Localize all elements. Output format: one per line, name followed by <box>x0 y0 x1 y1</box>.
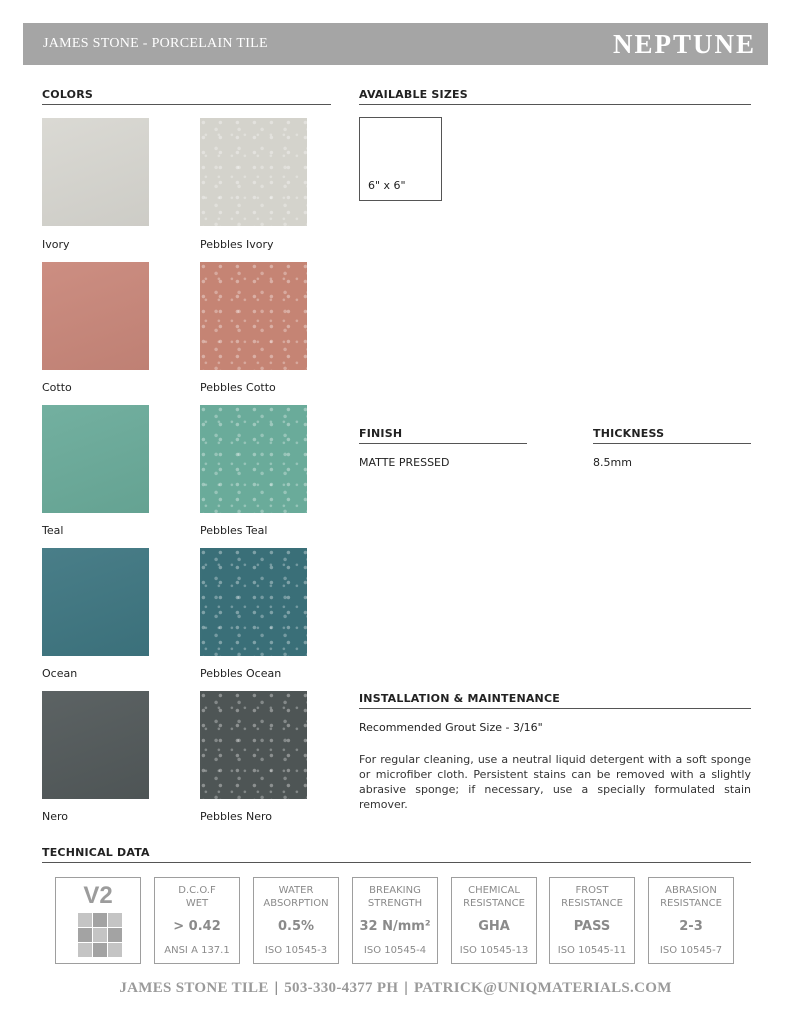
tech-dcof <box>154 877 240 964</box>
swatch-label: Nero <box>42 810 69 823</box>
tech-standard: ISO 10545-7 <box>659 945 723 956</box>
tech-frost-resistance <box>549 877 635 964</box>
swatch-ivory <box>42 118 149 226</box>
tech-title: STRENGTH <box>367 898 423 909</box>
swatch-label: Pebbles Cotto <box>200 381 276 394</box>
swatch-label: Pebbles Ocean <box>200 667 282 680</box>
tech-chemical-resistance <box>451 877 537 964</box>
tech-value: 0.5% <box>277 919 315 934</box>
tech-title: ABSORPTION <box>263 898 329 909</box>
swatch-nero <box>42 691 149 799</box>
swatch-label: Pebbles Ivory <box>200 238 274 251</box>
swatch-label: Ocean <box>42 667 78 680</box>
tech-value: GHA <box>478 919 510 934</box>
swatch-teal <box>42 405 149 513</box>
tech-value: 32 N/mm² <box>359 919 431 934</box>
tech-title: WET <box>185 898 209 909</box>
tech-breaking-strength <box>352 877 438 964</box>
swatch-label: Ivory <box>42 238 70 251</box>
finish-value: MATTE PRESSED <box>359 456 450 469</box>
size-option <box>359 117 442 201</box>
thickness-value: 8.5mm <box>593 456 632 469</box>
sizes-heading: AVAILABLE SIZES <box>359 88 751 105</box>
tech-water-absorption <box>253 877 339 964</box>
tech-title: ABRASION <box>665 885 717 896</box>
size-label: 6" x 6" <box>368 179 406 192</box>
footer-email[interactable]: PATRICK@UNIQMATERIALS.COM <box>413 980 672 996</box>
header-bar <box>23 23 768 65</box>
swatch-pebbles-ocean <box>200 548 307 656</box>
header-subtitle: JAMES STONE - PORCELAIN TILE <box>43 36 268 51</box>
tech-title: CHEMICAL <box>468 885 520 896</box>
footer-phone: 503-330-4377 PH <box>284 980 399 996</box>
tech-title: RESISTANCE <box>660 898 722 909</box>
tech-standard: ISO 10545-3 <box>264 945 328 956</box>
swatch-pebbles-teal <box>200 405 307 513</box>
tech-standard: ISO 10545-4 <box>363 945 427 956</box>
cleaning-instructions: For regular cleaning, use a neutral liquid detergent with a soft sponge or microfiber cloth. Persistent stains can be removed with a slightly abrasive sponge; if necessary, use a specially formulated stain remover. <box>359 753 751 811</box>
swatch-label: Pebbles Nero <box>200 810 273 823</box>
swatch-pebbles-nero <box>200 691 307 799</box>
finish-heading: FINISH <box>359 427 527 444</box>
swatch-pebbles-cotto <box>200 262 307 370</box>
tech-standard: ANSI A 137.1 <box>164 945 230 956</box>
swatch-label: Teal <box>42 524 64 537</box>
tech-standard: ISO 10545-13 <box>459 945 529 956</box>
colors-heading: COLORS <box>42 88 331 105</box>
tech-standard: ISO 10545-11 <box>557 945 627 956</box>
tech-title: WATER <box>278 885 314 896</box>
swatch-cotto <box>42 262 149 370</box>
tech-value: 2-3 <box>679 919 703 934</box>
footer: JAMES STONE TILE | 503-330-4377 PH | PATRICK@UNIQMATERIALS.COM <box>119 980 672 996</box>
footer-company: JAMES STONE TILE <box>119 980 269 996</box>
tech-value: > 0.42 <box>173 919 221 934</box>
swatch-label: Cotto <box>42 381 72 394</box>
variation-label: V2 <box>83 882 113 909</box>
swatch-ocean <box>42 548 149 656</box>
tech-title: RESISTANCE <box>561 898 623 909</box>
tech-title: RESISTANCE <box>463 898 525 909</box>
thickness-heading: THICKNESS <box>593 427 751 444</box>
tech-value: PASS <box>573 919 611 934</box>
technical-heading: TECHNICAL DATA <box>42 846 751 863</box>
tech-abrasion-resistance <box>648 877 734 964</box>
swatch-label: Pebbles Teal <box>200 524 268 537</box>
variation-grid-icon <box>78 913 122 957</box>
grout-size: Recommended Grout Size - 3/16" <box>359 721 543 734</box>
tech-title: BREAKING <box>369 885 421 896</box>
header-title: NEPTUNE <box>612 28 756 59</box>
tech-title: FROST <box>575 885 609 896</box>
installation-heading: INSTALLATION & MAINTENANCE <box>359 692 751 709</box>
swatch-pebbles-ivory <box>200 118 307 226</box>
variation-box <box>55 877 141 964</box>
tech-title: D.C.O.F <box>178 885 216 896</box>
